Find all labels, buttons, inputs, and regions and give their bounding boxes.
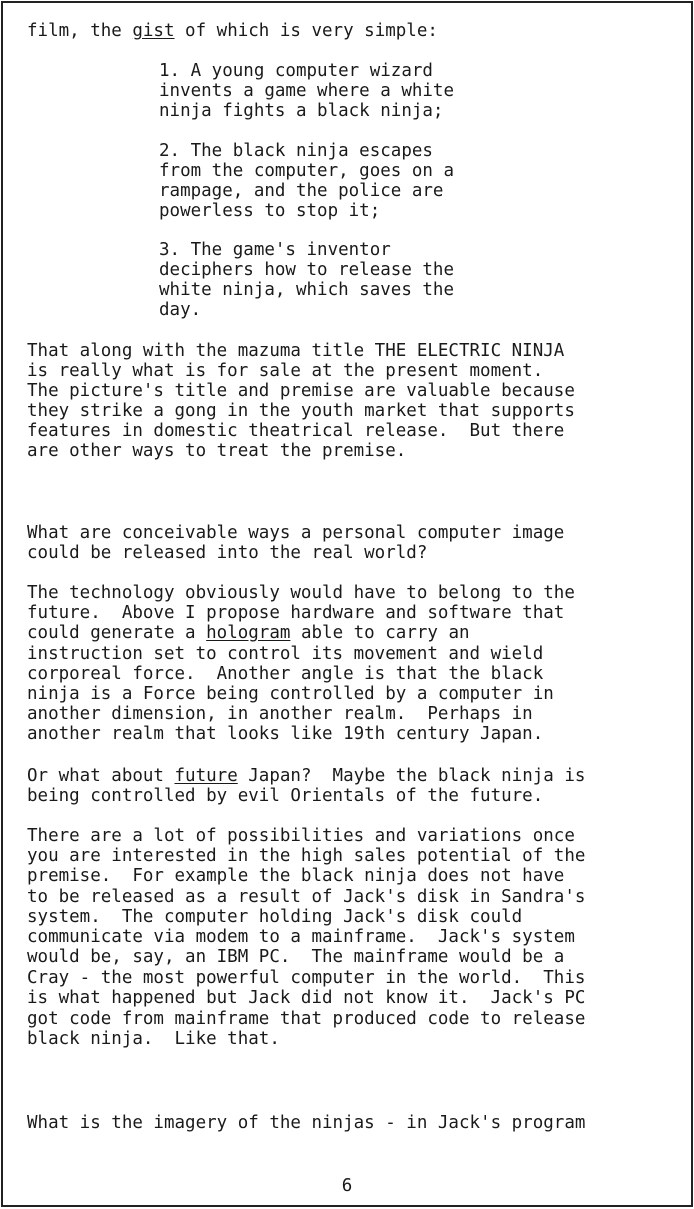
list-item-1-line: ninja fights a black ninja; — [159, 101, 444, 121]
paragraph-line: ninja is a Force being controlled by a computer in — [27, 684, 554, 704]
list-item-3-line: deciphers how to release the — [159, 260, 455, 280]
paragraph-line: The technology obviously would have to belong to the — [27, 583, 575, 603]
paragraph-line — [27, 766, 585, 786]
paragraph-line: Cray - the most powerful computer in the world. This — [27, 968, 586, 988]
text-before: could generate a — [27, 623, 207, 643]
intro-text-after: of which is very simple: — [174, 21, 438, 41]
list-item-2-line: powerless to stop it; — [159, 201, 381, 221]
text-after: Japan? Maybe the black ninja is — [237, 766, 586, 786]
paragraph-line: premise. For example the black ninja does not have — [27, 866, 565, 886]
page-number: 6 — [341, 1176, 353, 1196]
underlined-word-future: future — [174, 766, 238, 786]
paragraph-line: corporeal force. Another angle is that the black — [27, 664, 544, 684]
intro-text-before: film, the — [27, 21, 133, 41]
paragraph-line: black ninja. Like that. — [27, 1029, 280, 1049]
list-item-3-line: white ninja, which saves the — [159, 280, 455, 300]
text-before: Or what about — [27, 766, 175, 786]
paragraph-line: system. The computer holding Jack's disk could — [27, 907, 523, 927]
list-item-1-line: 1. A young computer wizard — [159, 61, 433, 81]
paragraph-line: being controlled by evil Orientals of the future. — [27, 786, 544, 806]
paragraph-line: That along with the mazuma title THE ELECTRIC NINJA — [27, 341, 565, 361]
text-after: able to carry an — [290, 623, 470, 643]
paragraph-line: There are a lot of possibilities and variations once — [27, 826, 575, 846]
underlined-word-hologram: hologram — [206, 623, 291, 643]
paragraph-line: to be released as a result of Jack's disk in Sandra's — [27, 887, 586, 907]
list-item-2-line: rampage, and the police are — [159, 181, 444, 201]
list-item-2-line: from the computer, goes on a — [159, 161, 455, 181]
paragraph-line — [27, 623, 470, 643]
list-item-3-line: day. — [159, 300, 202, 320]
list-item-3-line: 3. The game's inventor — [159, 240, 391, 260]
paragraph-line: future. Above I propose hardware and software that — [27, 603, 565, 623]
list-item-1-line: invents a game where a white — [159, 81, 455, 101]
paragraph-line: you are interested in the high sales potential of the — [27, 846, 586, 866]
intro-line — [27, 21, 438, 41]
paragraph-line: they strike a gong in the youth market that supports — [27, 401, 575, 421]
paragraph-line: got code from mainframe that produced code to release — [27, 1009, 586, 1029]
document-page — [1, 1, 693, 1207]
paragraph-line: The picture's title and premise are valuable because — [27, 381, 575, 401]
question-2: What is the imagery of the ninjas - in Jack's program — [27, 1113, 586, 1133]
list-item-2-line: 2. The black ninja escapes — [159, 141, 433, 161]
paragraph-line: instruction set to control its movement and wield — [27, 644, 544, 664]
paragraph-line: is what happened but Jack did not know it. Jack's PC — [27, 988, 586, 1008]
paragraph-line: communicate via modem to a mainframe. Jack's system — [27, 927, 575, 947]
question-line: could be released into the real world? — [27, 543, 428, 563]
question-line: What are conceivable ways a personal computer image — [27, 523, 565, 543]
paragraph-line: is really what is for sale at the present moment. — [27, 361, 544, 381]
paragraph-line: another realm that looks like 19th century Japan. — [27, 724, 544, 744]
paragraph-line: would be, say, an IBM PC. The mainframe would be a — [27, 947, 565, 967]
paragraph-line: are other ways to treat the premise. — [27, 441, 407, 461]
paragraph-line: features in domestic theatrical release. But there — [27, 421, 565, 441]
underlined-word-gist: gist — [132, 21, 175, 41]
paragraph-line: another dimension, in another realm. Perhaps in — [27, 704, 533, 724]
